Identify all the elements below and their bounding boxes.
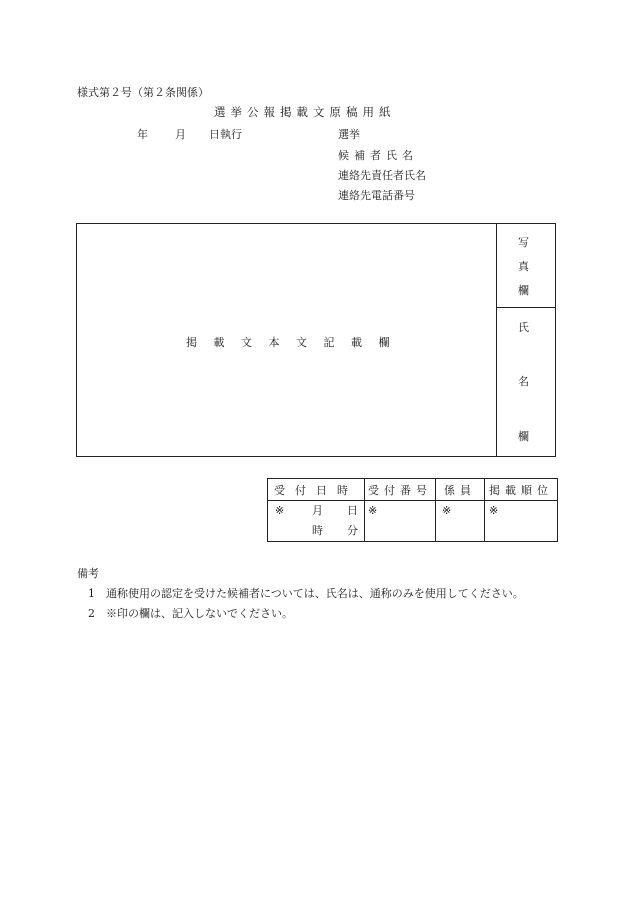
month-label: 月 [312,504,323,517]
staff-header: 係員 [436,479,485,501]
name-label-char: 名 [518,375,529,388]
hour-label: 時 [312,524,323,537]
remarks-title: 備考 [77,567,99,580]
mark-asterisk: ※ [275,504,285,517]
election-year-label: 年 [137,128,148,141]
remark-number: 1 [88,587,95,600]
body-text-field-label: 掲載文本文記載欄 [186,336,406,349]
staff-cell [436,501,485,542]
candidate-name-label: 候補者氏名 [338,149,418,162]
name-label-char: 氏 [518,321,529,334]
day-label: 日 [347,504,358,517]
form-number: 様式第２号（第２条関係） [77,86,209,99]
photo-label-char: 真 [518,260,529,273]
receipt-body-row [268,501,558,542]
photo-label-char: 欄 [518,284,529,297]
mark-asterisk: ※ [368,504,378,517]
manuscript-box [76,223,556,457]
mark-asterisk: ※ [489,504,499,517]
photo-label-char: 写 [518,236,529,249]
receipt-number-header: 受付番号 [365,479,436,501]
mark-asterisk: ※ [442,504,452,517]
order-cell [485,501,558,542]
page-title: 選挙公報掲載文原稿用紙 [214,105,396,119]
election-label: 選挙 [338,128,360,141]
election-day-label: 日執行 [209,128,242,141]
box-divider-horizontal [496,307,555,308]
box-divider-vertical [496,224,497,456]
remark-text: 通称使用の認定を受けた候補者については、氏名は、通称のみを使用してください。 [106,587,524,600]
order-header: 掲載順位 [485,479,558,501]
receipt-table [267,478,558,542]
election-month-label: 月 [175,128,186,141]
receipt-number-cell [365,501,436,542]
contact-phone-label: 連絡先電話番号 [338,189,415,202]
receipt-datetime-cell [268,501,365,542]
minute-label: 分 [347,524,358,537]
remark-number: 2 [88,607,95,620]
receipt-header-row [268,479,558,501]
remark-text: ※印の欄は、記入しないでください。 [106,607,293,620]
receipt-datetime-header: 受付日時 [268,479,365,501]
name-label-char: 欄 [518,430,529,443]
contact-person-label: 連絡先責任者氏名 [338,169,426,182]
